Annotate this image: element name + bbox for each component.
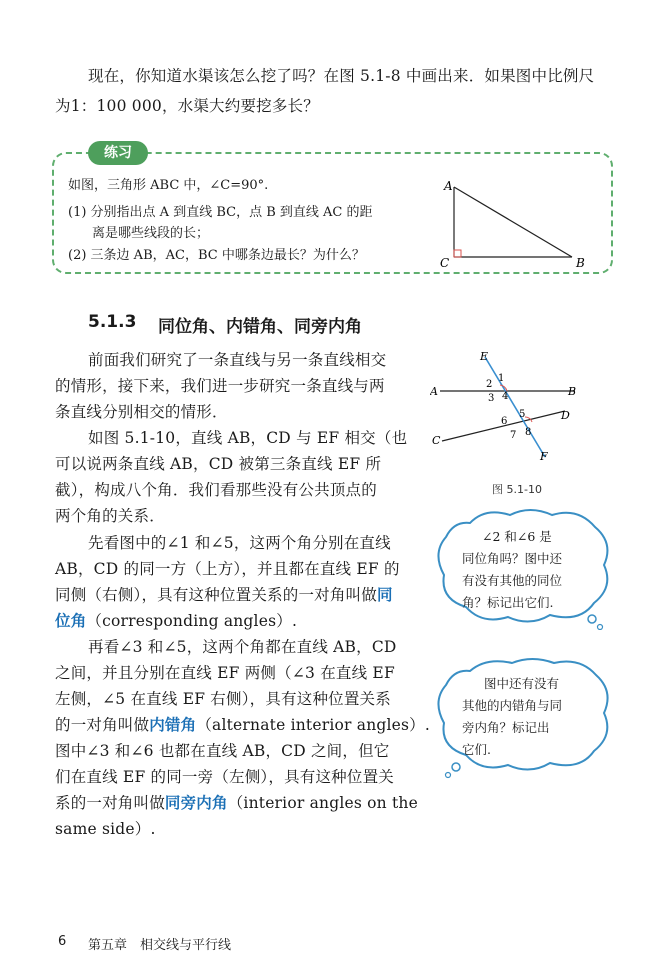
bubble1-line-2: 同位角吗？图中还 [462,551,563,566]
keyword-alternate-interior: 内错角 [149,716,197,734]
page-number: 6 [58,934,67,949]
fig-label-b: B [568,385,577,398]
fig-label-a: A [430,385,438,398]
p1-line-1: 前面我们研究了一条直线与另一条直线相交 [88,351,387,369]
p3-line-3 [55,581,393,609]
p2-line-3: 截），构成八个角．我们看那些没有公共顶点的 [55,481,377,499]
p2-line-1: 如图 5.1-10，直线 AB，CD 与 EF 相交（也 [88,429,408,447]
bubble2-line-3: 旁内角？标记出 [462,720,550,735]
p5-line-1: 图中∠3 和∠6 也都在直线 AB，CD 之间，但它 [55,742,390,760]
bubble1-line-1: ∠2 和∠6 是 [482,529,552,544]
p4-line-1: 再看∠3 和∠5，这两个角都在直线 AB，CD [88,638,397,656]
p3-line-2: AB，CD 的同一方（上方），并且都在直线 EF 的 [55,560,400,578]
fig-label-d: D [561,409,570,422]
exercise-line-3: 离是哪些线段的长； [92,226,210,241]
p3-line-3-text: 同侧（右侧），具有这种位置关系的一对角叫做 [55,586,377,604]
intro-line-1: 现在，你知道水渠该怎么挖了吗？在图 5.1-8 中画出来．如果图中比例尺 [88,67,595,85]
p4-line-2: 之间，并且分别在直线 EF 两侧（∠3 在直线 EF [55,664,395,682]
transversal-figure [430,345,610,475]
bubble2-line-1: 图中还有没有 [484,676,560,691]
p4-line-4 [55,711,430,739]
angle-label-2: 2 [486,379,493,390]
exercise-line-4: (2) 三条边 AB，AC，BC 中哪条边最长？为什么？ [68,248,365,263]
p4-line-3: 左侧，∠5 在直线 EF 右侧），具有这种位置关系 [55,690,391,708]
p2-line-4: 两个角的关系． [55,507,165,525]
triangle-label-a: A [444,179,453,193]
exercise-line-2: (1) 分别指出点 A 到直线 BC，点 B 到直线 AC 的距 [68,205,373,220]
p4-line-4-pre: 的一对角叫做 [55,716,150,734]
bubble2-line-2: 其他的内错角与同 [462,698,563,713]
angle-label-1: 1 [498,373,505,384]
angle-label-5: 5 [519,409,526,420]
fig-label-c: C [432,434,441,447]
triangle-label-c: C [440,256,450,270]
bubble1-line-3: 有没有其他的同位 [462,573,563,588]
p3-line-4-tail: （corresponding angles）. [86,612,298,630]
keyword-corresponding-part2: 位角 [55,612,87,630]
p5-line-2: 们在直线 EF 的同一旁（左侧），具有这种位置关 [55,768,394,786]
exercise-line-1: 如图，三角形 ABC 中，∠C=90°. [68,178,269,193]
section-number: 5.1.3 [88,312,137,332]
angle-label-6: 6 [501,416,508,427]
fig-label-f: F [540,450,548,463]
p3-line-1: 先看图中的∠1 和∠5，这两个角分别在直线 [88,534,391,552]
exercise-tab: 练习 [88,141,148,165]
p1-line-2: 的情形，接下来，我们进一步研究一条直线与两 [55,377,385,395]
keyword-corresponding-part1: 同 [376,586,393,604]
angle-label-3: 3 [488,393,495,404]
section-title: 同位角、内错角、同旁内角 [158,317,362,337]
p2-line-2: 可以说两条直线 AB，CD 被第三条直线 EF 所 [55,455,382,473]
bubble2-line-4: 它们. [462,742,491,757]
p5-line-3 [55,789,418,817]
angle-label-7: 7 [510,430,517,441]
triangle-figure [430,170,600,270]
chapter-title: 第五章 相交线与平行线 [88,938,232,953]
figure-caption: 图 5.1-10 [492,483,542,496]
keyword-same-side-interior: 同旁内角 [164,794,228,812]
p3-line-4 [55,607,297,635]
bubble1-line-4: 角？标记出它们. [462,595,554,610]
p4-line-4-tail: （alternate interior angles）. [196,716,431,734]
angle-label-4: 4 [502,391,509,402]
p5-line-3-pre: 系的一对角叫做 [55,794,165,812]
fig-label-e: E [480,350,489,363]
p5-line-3-tail: （interior angles on the [227,794,418,812]
intro-line-2: 为1：100 000，水渠大约要挖多长？ [55,97,319,115]
p1-line-3: 条直线分别相交的情形． [55,403,228,421]
angle-label-8: 8 [525,427,532,438]
p5-line-4: same side）. [55,820,156,838]
triangle-label-b: B [576,256,585,270]
